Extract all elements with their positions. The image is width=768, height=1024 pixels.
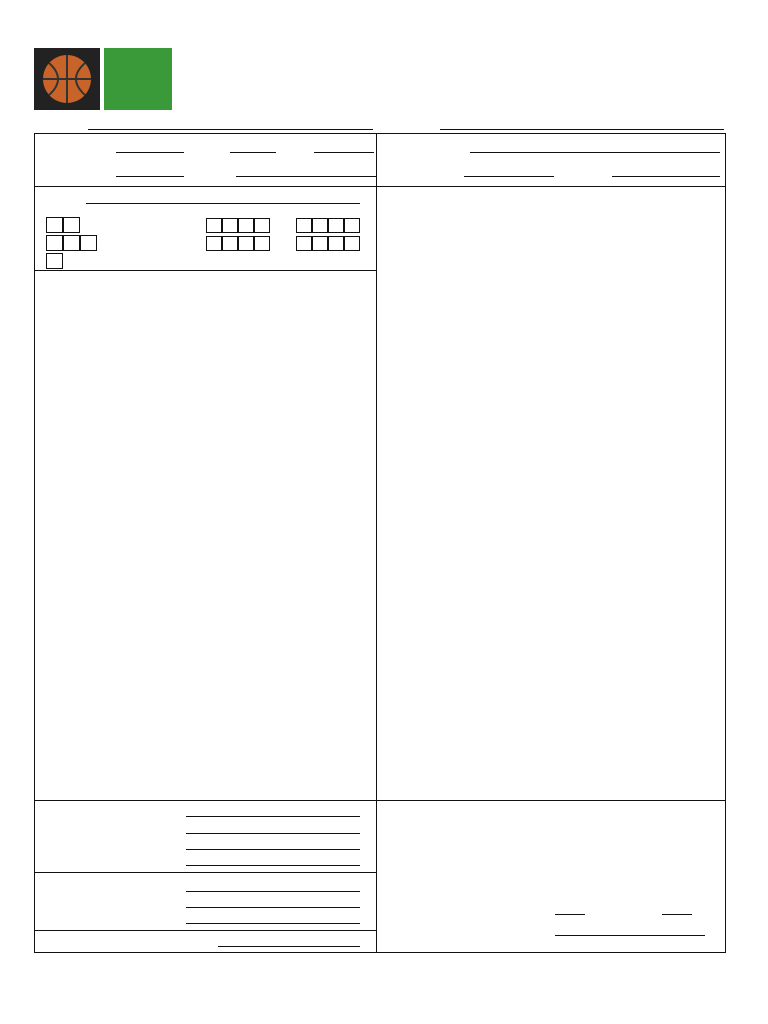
final-team-b-field[interactable] [662,914,692,915]
timeout-box[interactable] [46,253,63,269]
timeout-box[interactable] [63,235,80,251]
team-a-field[interactable] [88,129,373,130]
team-foul-box[interactable] [296,236,312,251]
fiba-oceania-logo [104,48,172,110]
umpire2-sign-field[interactable] [186,923,360,924]
scores-divider [376,800,726,801]
timeout-box[interactable] [80,235,97,251]
team-foul-box[interactable] [296,218,312,233]
operator-field[interactable] [186,865,360,866]
team-foul-box[interactable] [312,236,328,251]
team-foul-box[interactable] [254,236,270,251]
players-header-line [34,270,376,271]
time-field[interactable] [314,152,374,153]
officials-divider-3 [34,930,376,931]
team-b-field[interactable] [440,129,724,130]
team-foul-box[interactable] [344,236,360,251]
officials-divider-2 [34,872,376,873]
team-foul-box[interactable] [238,218,254,233]
winning-team-field[interactable] [555,935,705,936]
place-field[interactable] [236,176,376,177]
center-divider [376,133,377,953]
scoresheet-frame [34,133,726,953]
referee-sign-field[interactable] [186,891,360,892]
team-foul-box[interactable] [222,218,238,233]
umpire2-field[interactable] [612,176,720,177]
team-foul-box[interactable] [328,218,344,233]
officials-divider [34,800,376,801]
timeout-box[interactable] [46,217,63,233]
team-foul-box[interactable] [254,218,270,233]
date-field[interactable] [230,152,276,153]
final-team-a-field[interactable] [555,914,585,915]
game-no-field[interactable] [116,176,184,177]
team-foul-box[interactable] [344,218,360,233]
team-foul-box[interactable] [328,236,344,251]
team-name-field[interactable] [86,203,360,204]
protest-field[interactable] [218,946,360,947]
team-foul-box[interactable] [238,236,254,251]
team-foul-box[interactable] [206,218,222,233]
basketball-icon [34,48,100,110]
team-foul-box[interactable] [222,236,238,251]
timeout-box[interactable] [63,217,80,233]
scorekeeper-field[interactable] [186,816,360,817]
top-divider [34,186,726,187]
umpire1-field[interactable] [464,176,554,177]
timeout-box[interactable] [46,235,63,251]
basketball-logo [34,48,100,110]
timekeeper-field[interactable] [186,849,360,850]
referee-field[interactable] [470,152,720,153]
team-foul-box[interactable] [312,218,328,233]
competition-field[interactable] [116,152,184,153]
team-foul-box[interactable] [206,236,222,251]
assistant-scorekeeper-field[interactable] [186,833,360,834]
umpire1-sign-field[interactable] [186,907,360,908]
